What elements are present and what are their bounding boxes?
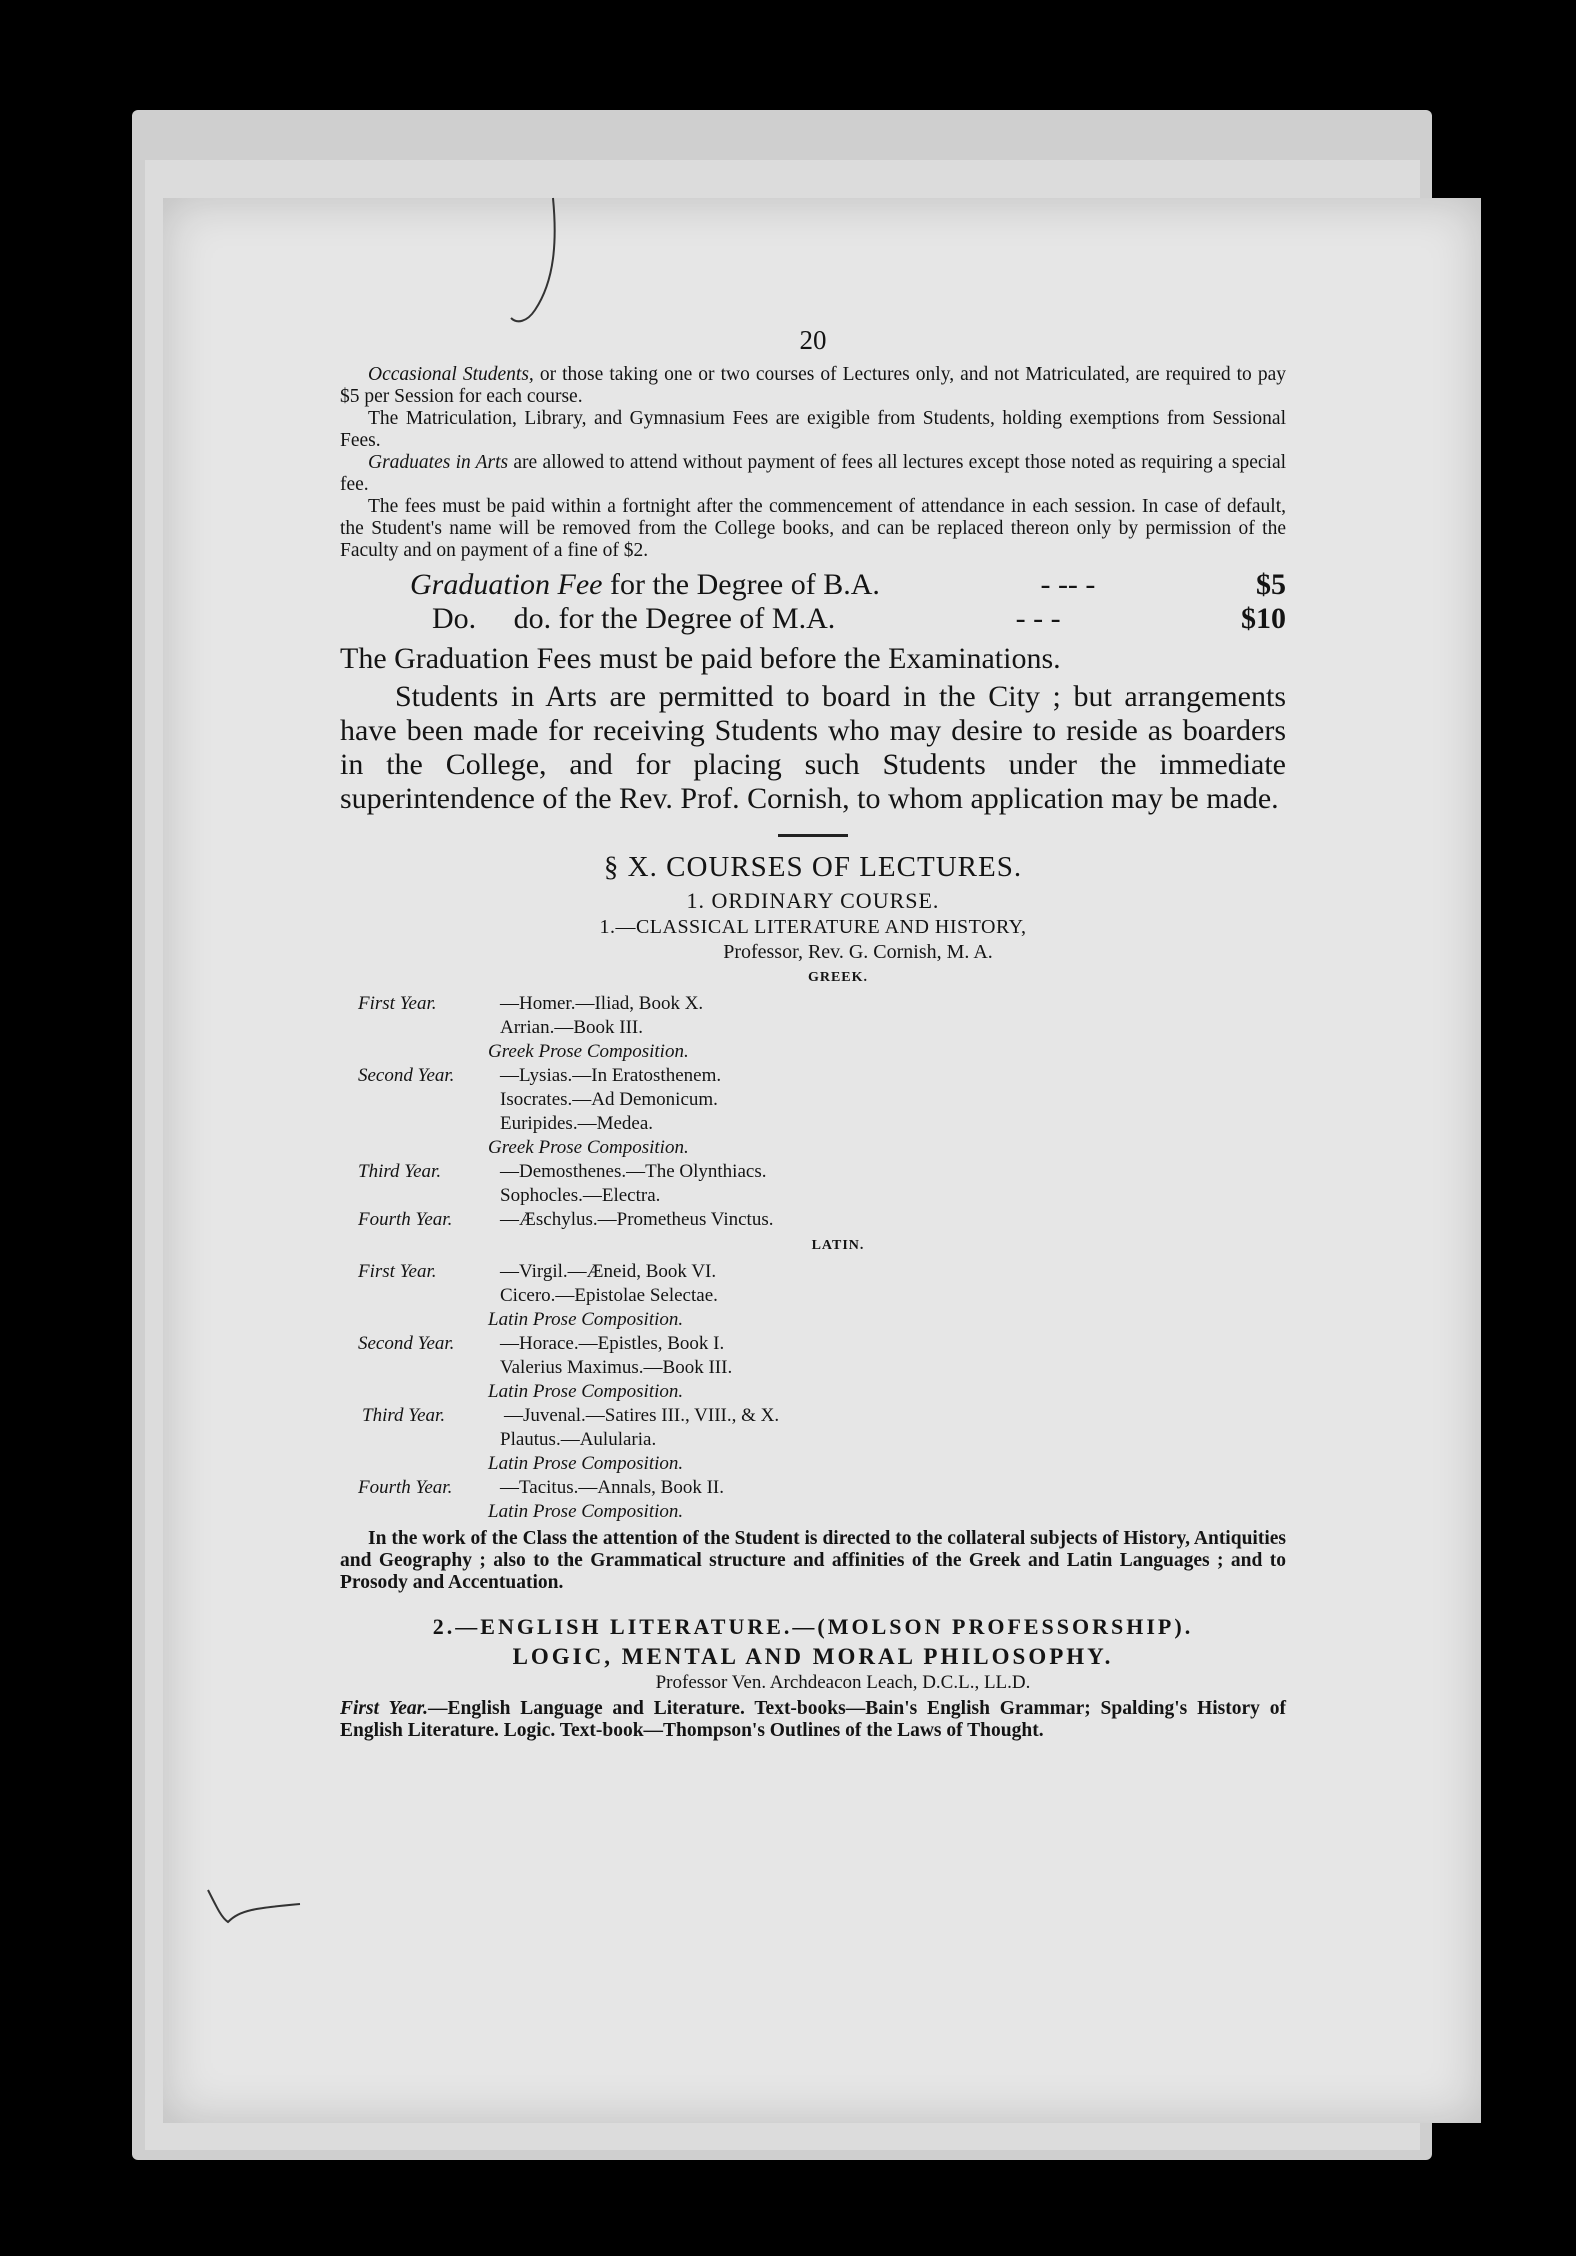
greek-year-1: [340, 992, 1286, 1016]
year-line: —Virgil.—Æneid, Book VI.: [500, 1261, 717, 1282]
year-label: First Year.: [340, 1698, 429, 1719]
fee-row-ma: [340, 602, 1286, 636]
graduation-note: The Graduation Fees must be paid before the Examinations.: [340, 642, 1061, 675]
year-label: Second Year.: [358, 1333, 455, 1354]
latin-curriculum: [340, 1260, 1286, 1524]
english-first-year-text: —English Language and Literature. Text-books—Bain's English Grammar; Spalding's History of English Literature. Logic. Text-book—Thompson's Outlines of the Laws of Thought.: [340, 1698, 1286, 1741]
matriculation-rule: The Matriculation, Library, and Gymnasium Fees are exigible from Students, holding exemptions from Sessional Fees.: [340, 408, 1286, 451]
greek-year-2-line-3: Euripides.—Medea.: [500, 1113, 654, 1134]
latin-year-1-line-2: Cicero.—Epistolae Selectae.: [500, 1285, 718, 1306]
fee-label-ba-em: Graduation Fee: [410, 568, 603, 601]
greek-year-4: [340, 1208, 1286, 1232]
fee-dashes-ma: - - -: [1015, 602, 1061, 635]
year-line: —Tacitus.—Annals, Book II.: [500, 1477, 725, 1498]
greek-year-2: [340, 1064, 1286, 1088]
greek-year-1-composition: Greek Prose Composition.: [488, 1041, 689, 1062]
graduates-text: are allowed to attend without payment of fees all lectures except those noted as requiring a special fee.: [340, 452, 1287, 495]
latin-year-4-composition: Latin Prose Composition.: [488, 1501, 684, 1522]
year-label: Third Year.: [362, 1405, 446, 1426]
latin-year-1: [340, 1260, 1286, 1284]
greek-year-2-composition: Greek Prose Composition.: [488, 1137, 689, 1158]
greek-year-3-line-2: Sophocles.—Electra.: [500, 1185, 661, 1206]
year-line: —Juvenal.—Satires III., VIII., & X.: [504, 1405, 780, 1426]
year-line: —Demosthenes.—The Olynthiacs.: [500, 1161, 767, 1182]
occasional-lead: Occasional Students,: [368, 364, 534, 385]
greek-heading: GREEK.: [807, 970, 869, 985]
latin-year-2: [340, 1332, 1286, 1356]
graduates-lead: Graduates in Arts: [368, 452, 509, 473]
occasional-students-rule: [340, 364, 1286, 408]
fee-amount-ma: $10: [1241, 602, 1286, 635]
fee-row-ba: [340, 568, 1286, 602]
greek-year-1-line-2: Arrian.—Book III.: [500, 1017, 643, 1038]
latin-year-3-line-2: Plautus.—Aulularia.: [500, 1429, 657, 1450]
page-content: [340, 325, 1286, 1742]
year-line: —Æschylus.—Prometheus Vinctus.: [500, 1209, 774, 1230]
english-professor: Professor Ven. Archdeacon Leach, D.C.L., LL.D.: [655, 1672, 1031, 1693]
subject-heading: 1.—CLASSICAL LITERATURE AND HISTORY,: [599, 916, 1027, 938]
latin-year-3: [340, 1404, 1286, 1428]
graduation-fees: [340, 568, 1286, 636]
year-label: First Year.: [358, 993, 437, 1014]
section-title: § X. COURSES OF LECTURES.: [603, 851, 1023, 883]
latin-heading: LATIN.: [811, 1238, 865, 1253]
latin-year-3-composition: Latin Prose Composition.: [488, 1453, 684, 1474]
graduates-rule: [340, 452, 1286, 496]
fee-label-ba-text: for the Degree of B.A.: [602, 568, 880, 601]
year-label: Fourth Year.: [358, 1209, 453, 1230]
boarding-note: Students in Arts are permitted to board in the City ; but arrangements have been made for receiving Students who may desire to reside as boarders in the College, and for placing such Students under the immediate superintendence of the Rev. Prof. Cornish, to whom application may be made.: [340, 680, 1286, 815]
latin-year-2-composition: Latin Prose Composition.: [488, 1381, 684, 1402]
fee-dashes-ba: - -- -: [1040, 568, 1096, 601]
year-line: —Horace.—Epistles, Book I.: [500, 1333, 725, 1354]
latin-year-2-line-2: Valerius Maximus.—Book III.: [500, 1357, 733, 1378]
year-label: Fourth Year.: [358, 1477, 453, 1498]
payment-rule: The fees must be paid within a fortnight after the commencement of attendance in each session. In case of default, the Student's name will be removed from the College books, and can be replaced thereon only by permission of the Faculty and on payment of a fine of $2.: [340, 496, 1286, 561]
logic-heading: LOGIC, MENTAL AND MORAL PHILOSOPHY.: [512, 1644, 1114, 1669]
year-label: Second Year.: [358, 1065, 455, 1086]
classics-professor: Professor, Rev. G. Cornish, M. A.: [723, 941, 993, 963]
margin-check-mark: [200, 1880, 310, 1930]
section-divider: [778, 834, 848, 837]
year-label: First Year.: [358, 1261, 437, 1282]
year-label: Third Year.: [358, 1161, 442, 1182]
latin-year-4: [340, 1476, 1286, 1500]
fee-label-ba: [410, 568, 880, 602]
greek-year-3: [340, 1160, 1286, 1184]
pen-stroke-mark: [505, 190, 575, 330]
course-heading: 1. ORDINARY COURSE.: [686, 888, 940, 913]
page-number: 20: [799, 325, 827, 355]
year-line: —Homer.—Iliad, Book X.: [500, 993, 704, 1014]
english-first-year: [340, 1698, 1286, 1742]
year-line: —Lysias.—In Eratosthenem.: [500, 1065, 722, 1086]
latin-year-1-composition: Latin Prose Composition.: [488, 1309, 684, 1330]
greek-curriculum: [340, 992, 1286, 1232]
classics-note: In the work of the Class the attention of the Student is directed to the collateral subjects of History, Antiquities and Geography ; also to the Grammatical structure and affinities of the Greek and Latin Languages ; and to Prosody and Accentuation.: [340, 1528, 1286, 1593]
greek-year-2-line-2: Isocrates.—Ad Demonicum.: [500, 1089, 718, 1110]
fee-amount-ba: $5: [1256, 568, 1286, 601]
fee-label-ma: Do. do. for the Degree of M.A.: [432, 602, 836, 635]
english-heading: 2.—ENGLISH LITERATURE.—(MOLSON PROFESSORSHIP).: [432, 1614, 1194, 1639]
occasional-text: or those taking one or two courses of Lectures only, and not Matriculated, are required to pay $5 per Session for each course.: [340, 364, 1286, 407]
